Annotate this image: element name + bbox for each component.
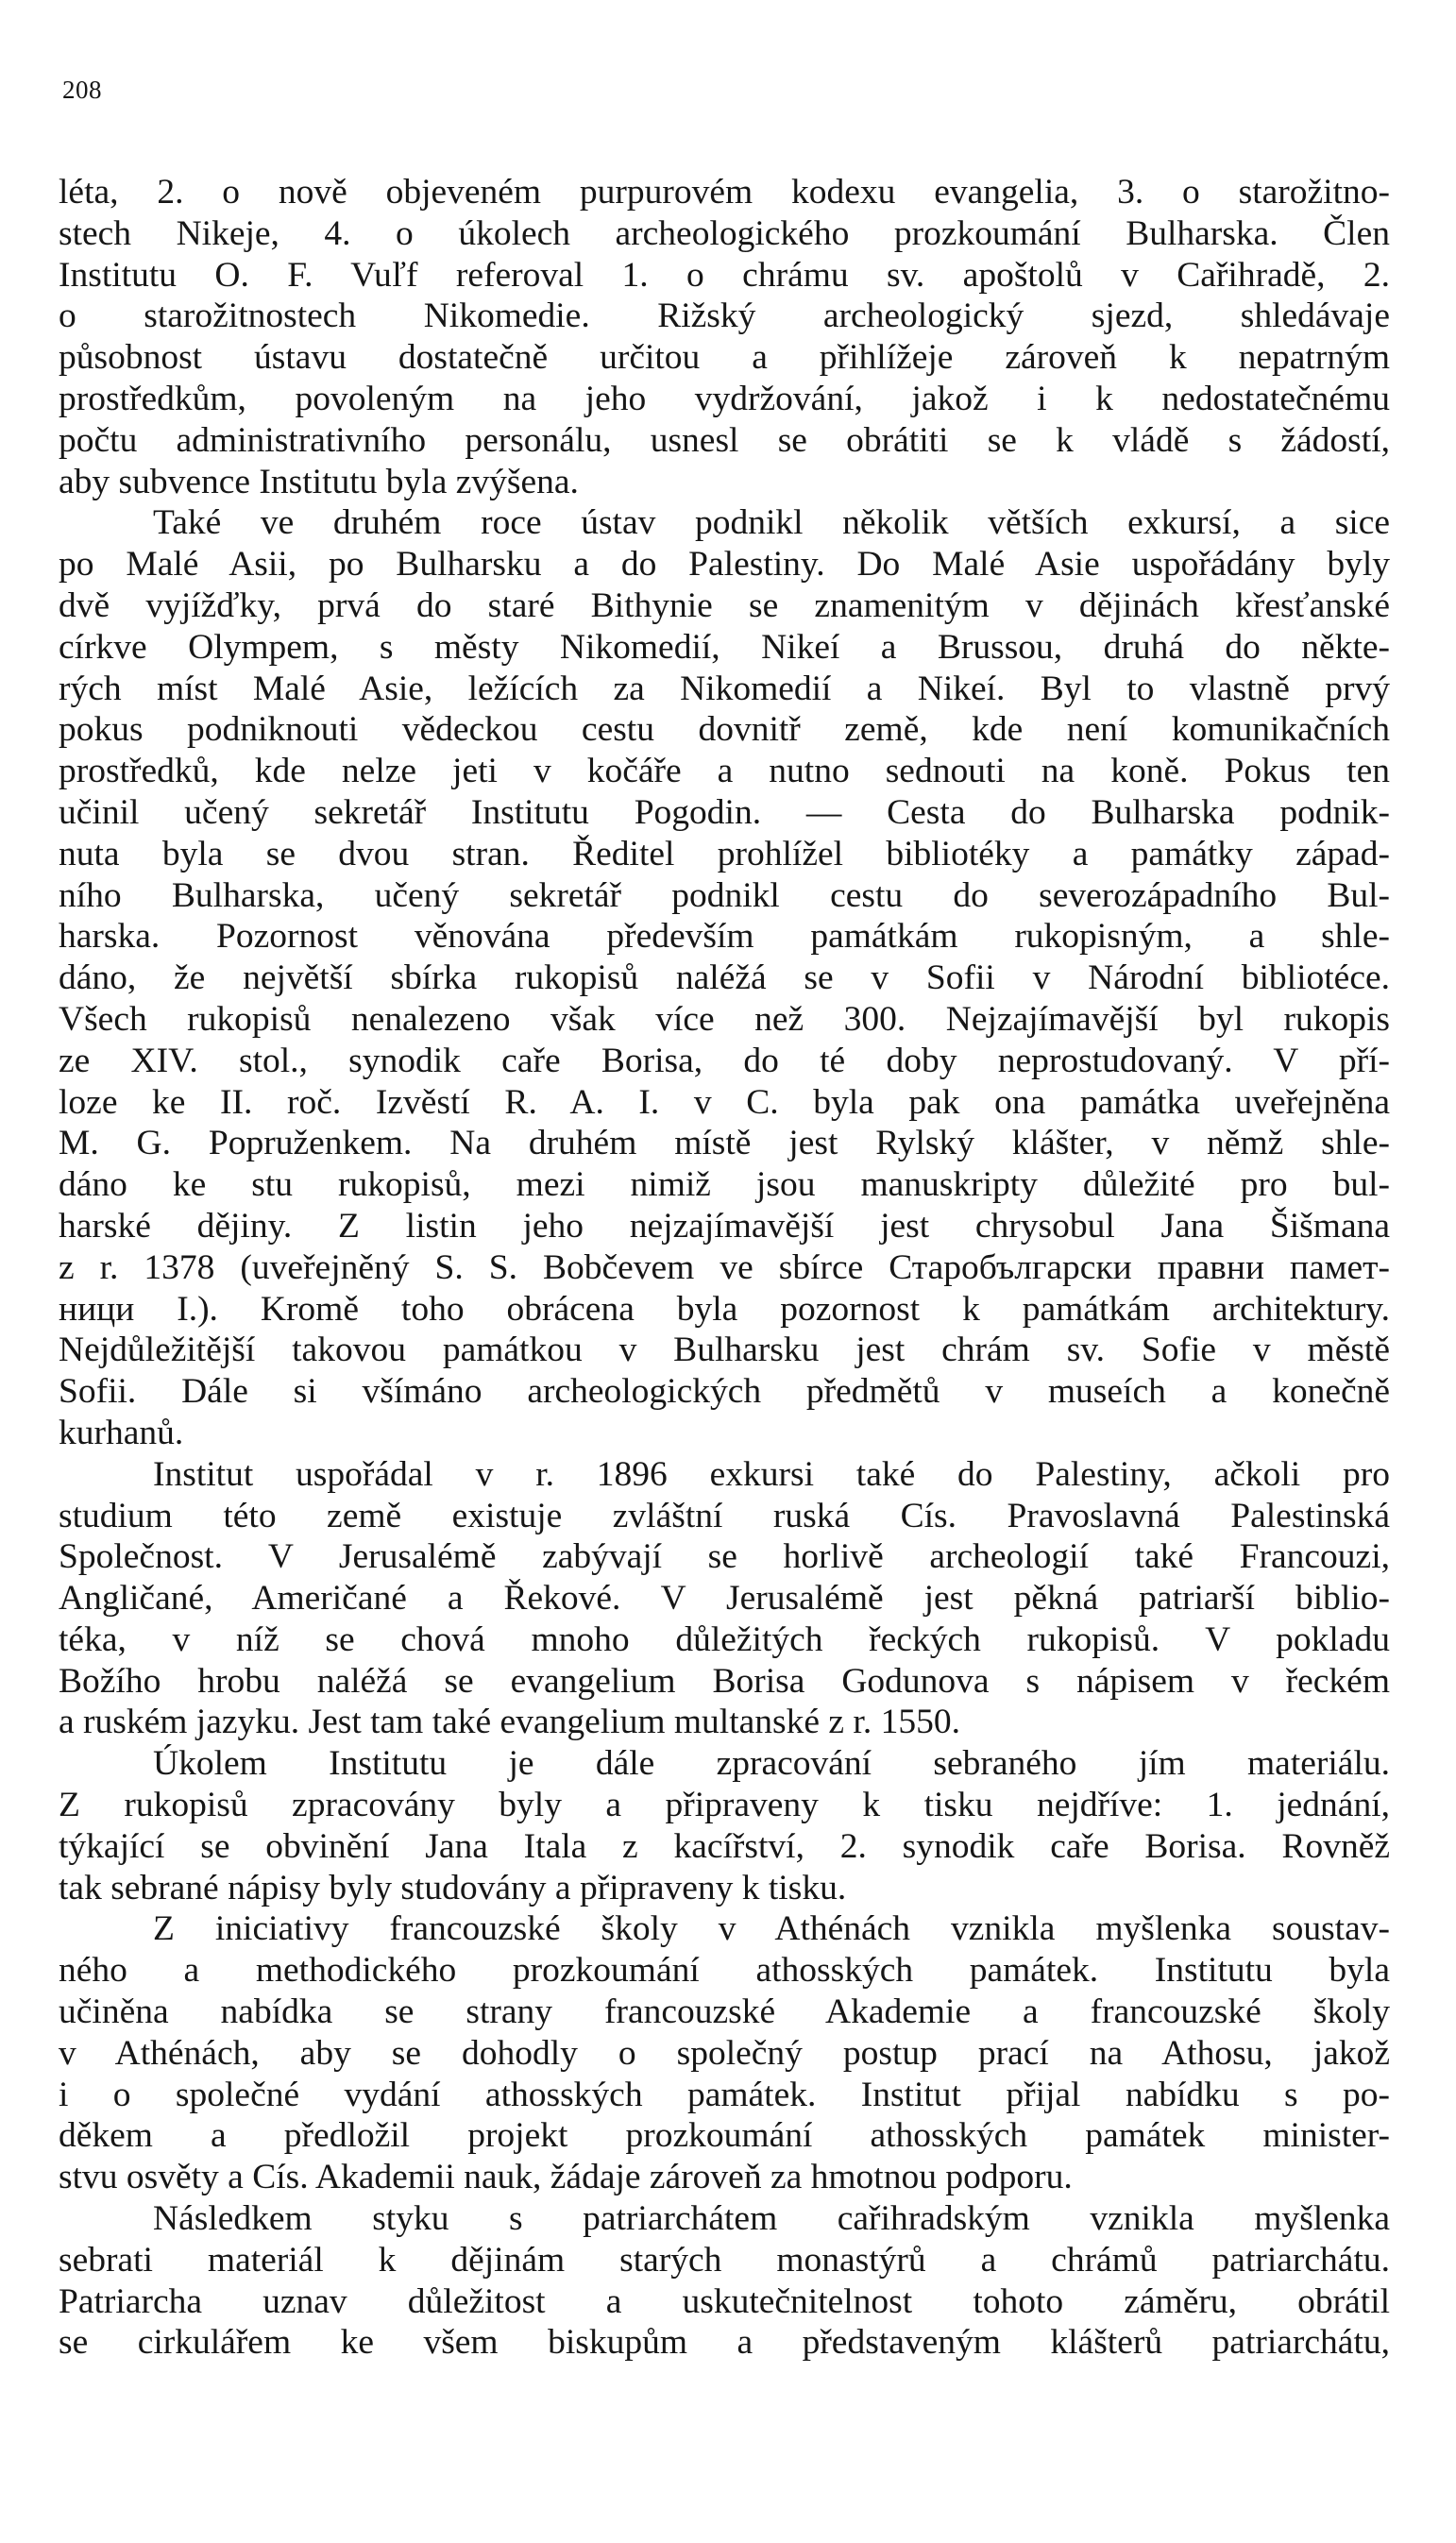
text-line: Úkolem Institutu je dále zpracování sebraného jím materiálu. — [153, 1744, 1390, 1784]
text-line: ného a methodického prozkoumání athosských památek. Institutu byla — [59, 1951, 1390, 1991]
text-line: rých míst Malé Asie, ležících za Nikomedií a Nikeí. Byl to vlastně prvý — [59, 669, 1390, 708]
text-line: i o společné vydání athosských památek. Institut přijal nabídku s po- — [59, 2075, 1390, 2114]
text-line: Také ve druhém roce ústav podnikl několik větších exkursí, a sice — [153, 503, 1390, 543]
text-line: stvu osvěty a Cís. Akademii nauk, žádaje zároveň za hmotnou podporu. — [59, 2158, 1073, 2197]
text-line: ze XIV. stol., synodik caře Borisa, do té doby neprostudovaný. V pří- — [59, 1041, 1390, 1080]
text-line: nuta byla se dvou stran. Ředitel prohlížel bibliotéky a památky západ- — [59, 834, 1390, 873]
text-line: Všech rukopisů nenalezeno však více než 300. Nejzajímavější byl rukopis — [59, 999, 1390, 1039]
text-line: dáno, že největší sbírka rukopisů naléžá se v Sofii v Národní bibliotéce. — [59, 958, 1390, 998]
text-line: po Malé Asii, po Bulharsku a do Palestiny. Do Malé Asie uspořádány byly — [59, 545, 1390, 585]
text-line: Sofii. Dále si všímáno archeologických předmětů v museích a konečně — [59, 1372, 1390, 1412]
text-line: Institut uspořádal v r. 1896 exkursi také do Palestiny, ačkoli pro — [153, 1454, 1390, 1494]
text-line: o starožitnostech Nikomedie. Rižský archeologický sjezd, shledávaje — [59, 297, 1390, 336]
text-line: Z rukopisů zpracovány byly a připraveny k tisku nejdříve: 1. jednání, — [59, 1786, 1390, 1825]
text-line: Společnost. V Jerusalémě zabývají se horlivě archeologií také Francouzi, — [59, 1537, 1390, 1577]
text-line: z r. 1378 (uveřejněný S. S. Bobčevem ve sbírce Старобългарски правни памет- — [59, 1247, 1390, 1287]
text-line: Angličané, Američané a Řekové. V Jerusalémě jest pěkná patriarší biblio- — [59, 1579, 1390, 1619]
text-line: Následkem styku s patriarchátem cařihradským vznikla myšlenka — [153, 2199, 1390, 2239]
text-line: v Athénách, aby se dohodly o společný postup prací na Athosu, jakož — [59, 2033, 1390, 2073]
text-line: působnost ústavu dostatečně určitou a přihlížeje zároveň k nepatrným — [59, 338, 1390, 378]
text-line: kurhanů. — [59, 1413, 184, 1452]
page-number: 208 — [62, 76, 102, 104]
text-line: a ruském jazyku. Jest tam také evangelium multanské z r. 1550. — [59, 1703, 960, 1742]
text-line: Nejdůležitější takovou památkou v Bulharsku jest chrám sv. Sofie v městě — [59, 1331, 1390, 1370]
text-line: církve Olympem, s městy Nikomedií, Nikeí a Brussou, druhá do někte- — [59, 627, 1390, 667]
text-line: prostředkům, povoleným na jeho vydržování, jakož i k nedostatečnému — [59, 379, 1390, 418]
text-line: tak sebrané nápisy byly studovány a připraveny k tisku. — [59, 1868, 847, 1907]
text-line: M. G. Popruženkem. Na druhém místě jest Rylský klášter, v němž shle- — [59, 1124, 1390, 1163]
text-line: učiněna nabídka se strany francouzské Akademie a francouzské školy — [59, 1992, 1390, 2032]
text-line: léta, 2. o nově objeveném purpurovém kodexu evangelia, 3. o starožitno- — [59, 173, 1390, 212]
text-line: loze ke II. roč. Izvěstí R. A. I. v C. byla pak ona památka uveřejněna — [59, 1082, 1390, 1122]
text-line: Patriarcha uznav důležitost a uskutečnitelnost tohoto záměru, obrátil — [59, 2281, 1390, 2321]
text-line: ници I.). Kromě toho obrácena byla pozornost k památkám architektury. — [59, 1289, 1390, 1329]
text-line: týkající se obvinění Jana Itala z kacířství, 2. synodik caře Borisa. Rovněž — [59, 1826, 1390, 1866]
text-line: harska. Pozornost věnována především památkám rukopisným, a shle- — [59, 917, 1390, 957]
text-line: se cirkulářem ke všem biskupům a představeným klášterů patriarchátu, — [59, 2323, 1390, 2363]
text-line: Božího hrobu naléžá se evangelium Borisa Godunova s nápisem v řeckém — [59, 1661, 1390, 1701]
text-line: učinil učený sekretář Institutu Pogodin. — Cesta do Bulharska podnik- — [59, 792, 1390, 832]
text-line: studium této země existuje zvláštní ruská Cís. Pravoslavná Palestinská — [59, 1496, 1390, 1535]
text-line: ního Bulharska, učený sekretář podnikl cestu do severozápadního Bul- — [59, 875, 1390, 915]
text-line: harské dějiny. Z listin jeho nejzajímavější jest chrysobul Jana Šišmana — [59, 1206, 1390, 1246]
text-line: aby subvence Institutu byla zvýšena. — [59, 462, 579, 501]
text-line: počtu administrativního personálu, usnesl se obrátiti se k vládě s žádostí, — [59, 420, 1390, 460]
text-line: stech Nikeje, 4. o úkolech archeologického prozkoumání Bulharska. Člen — [59, 213, 1390, 253]
text-line: děkem a předložil projekt prozkoumání athosských památek minister- — [59, 2116, 1390, 2156]
text-line: dáno ke stu rukopisů, mezi nimiž jsou manuskripty důležité pro bul- — [59, 1165, 1390, 1205]
text-line: dvě vyjížďky, prvá do staré Bithynie se znamenitým v dějinách křesťanské — [59, 585, 1390, 625]
text-line: téka, v níž se chová mnoho důležitých řeckých rukopisů. V pokladu — [59, 1619, 1390, 1659]
text-line: Institutu O. F. Vuľf referoval 1. o chrámu sv. apoštolů v Cařihradě, 2. — [59, 255, 1390, 295]
body-text — [59, 172, 1390, 2364]
text-line: prostředků, kde nelze jeti v kočáře a nutno sednouti na koně. Pokus ten — [59, 752, 1390, 791]
text-line: Z iniciativy francouzské školy v Athénách vznikla myšlenka soustav- — [153, 1909, 1390, 1949]
text-line: pokus podniknouti vědeckou cestu dovnitř země, kde není komunikačních — [59, 710, 1390, 750]
text-line: sebrati materiál k dějinám starých monastýrů a chrámů patriarchátu. — [59, 2240, 1390, 2280]
